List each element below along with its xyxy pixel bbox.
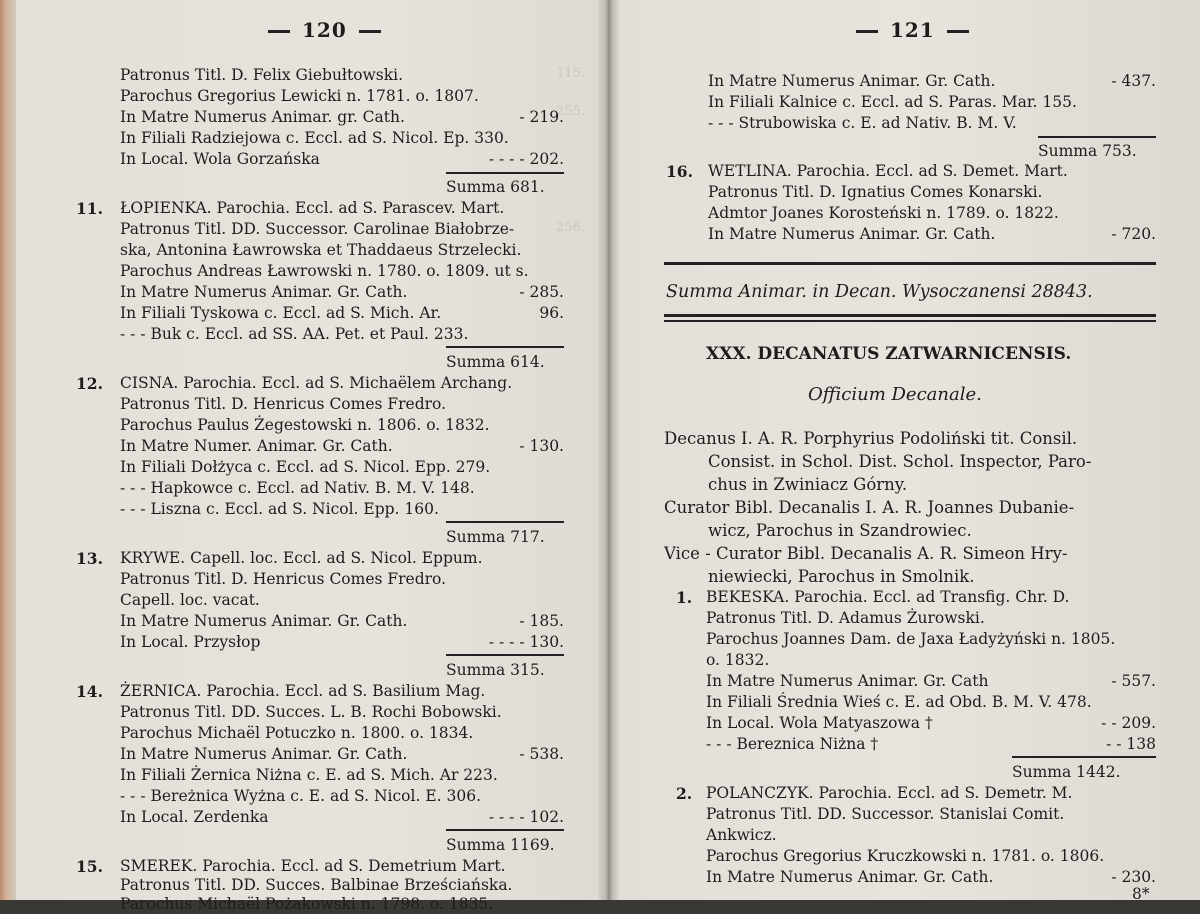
book-edge bbox=[0, 0, 16, 900]
entry-value: - 130. bbox=[519, 437, 564, 455]
summa-rule bbox=[446, 172, 564, 174]
entry-line: Patronus Titl. DD. Succes. L. B. Rochi Bobowski. bbox=[120, 703, 502, 721]
summa-decanatus: Summa Animar. in Decan. Wysoczanensi 28843. bbox=[666, 282, 1093, 302]
summa-line: Summa 681. bbox=[446, 178, 545, 196]
entry-number: 11. bbox=[76, 199, 103, 218]
summa-line: Summa 1442. bbox=[1012, 763, 1121, 781]
summa-line: Summa 717. bbox=[446, 528, 545, 546]
entry-line: In Filiali Średnia Wieś c. E. ad Obd. B. M. V. 478. bbox=[706, 693, 1092, 711]
entry-line: CISNA. Parochia. Eccl. ad S. Michaëlem Archang. bbox=[120, 374, 513, 392]
entry-line: In Matre Numerus Animar. Gr. Cath. bbox=[120, 745, 408, 763]
entry-line: In Matre Numerus Animar. Gr. Cath. bbox=[706, 868, 994, 886]
summa-line: Summa 614. bbox=[446, 353, 545, 371]
entry-value: - - - - 130. bbox=[488, 633, 564, 651]
entry-line: In Local. Wola Gorzańska bbox=[120, 150, 320, 168]
entry-line: - - - Bereznica Niżna † bbox=[706, 735, 879, 753]
entry-line: Admtor Joanes Korosteński n. 1789. o. 1822. bbox=[708, 204, 1059, 222]
right-page-number bbox=[844, 18, 981, 42]
official-line: Vice - Curator Bibl. Decanalis A. R. Simeon Hry- bbox=[664, 544, 1068, 563]
officium-heading: Officium Decanale. bbox=[808, 384, 982, 405]
summa-rule bbox=[446, 654, 564, 656]
entry-line: In Filiali Radziejowa c. Eccl. ad S. Nicol. Ep. 330. bbox=[120, 129, 509, 147]
entry-value: - 219. bbox=[519, 108, 564, 126]
entry-line: 8* bbox=[1132, 885, 1150, 903]
summa-rule bbox=[446, 346, 564, 348]
entry-line: In Matre Numerus Animar. Gr. Cath. bbox=[120, 612, 408, 630]
official-line: wicz, Parochus in Szandrowiec. bbox=[708, 521, 972, 540]
official-line: niewiecki, Parochus in Smolnik. bbox=[708, 567, 975, 586]
entry-line: In Matre Numerus Animar. Gr. Cath. bbox=[120, 283, 408, 301]
entry-value: - 185. bbox=[519, 612, 564, 630]
entry-number: 13. bbox=[76, 549, 103, 568]
entry-number: 1. bbox=[676, 588, 693, 607]
entry-line: Parochus Gregorius Lewicki n. 1781. o. 1807. bbox=[120, 87, 479, 105]
entry-line: Parochus Michaël Pożakowski n. 1798. o. 1835. bbox=[120, 895, 494, 913]
entry-value: - 557. bbox=[1111, 672, 1156, 690]
entry-value: - - - - 202. bbox=[488, 150, 564, 168]
summa-rule bbox=[446, 521, 564, 523]
entry-line: Patronus Titl. DD. Successor. Carolinae Białobrze- bbox=[120, 220, 515, 238]
entry-line: Parochus Michaël Potuczko n. 1800. o. 1834. bbox=[120, 724, 474, 742]
entry-line: Patronus Titl. D. Henricus Comes Fredro. bbox=[120, 395, 447, 413]
entry-line: POLANCZYK. Parochia. Eccl. ad S. Demetr. M. bbox=[706, 784, 1073, 802]
entry-line: In Filiali Dołżyca c. Eccl. ad S. Nicol. Epp. 279. bbox=[120, 458, 491, 476]
entry-number: 16. bbox=[666, 162, 693, 181]
entry-number: 12. bbox=[76, 374, 103, 393]
entry-line: Parochus Joannes Dam. de Jaxa Ładyżyński n. 1805. bbox=[706, 630, 1116, 648]
entry-line: In Filiali Żernica Niżna c. E. ad S. Mich. Ar 223. bbox=[120, 766, 498, 784]
entry-number: 14. bbox=[76, 682, 103, 701]
entry-value: 96. bbox=[539, 304, 564, 322]
left-page: 120 115. 255. 256. Patronus Titl. D. Felix Giebułtowski. Parochus Gregorius Lewicki n. 1781. o. 1807. In Matre Numerus Animar. gr. Cath. - 219. In Filiali Radziejowa c. Eccl. ad S. Nicol. Ep. 330. In Local. Wola Gorzańska - - - - 202. Summa 681. 11. ŁOPIENKA. Parochia. Eccl. ad S. Parascev. Mart. Patronus Titl. DD. Successor. Carolinae Białobrze- ska, Antonina Ławrowska et Thaddaeus Strzelecki. Parochus Andreas Ławrowski n. 1780. o. 1809. ut s. In Matre Numerus Animar. Gr. Cath. - 285. In Filiali Tyskowa c. Eccl. ad S. Mich. Ar. 96. - - - Buk c. Eccl. ad SS. AA. Pet. et Paul. 233. Summa 614. 12. CISNA. Parochia. Eccl. ad S. Michaëlem Archang. Patronus Titl. D. Henricus Comes Fredro. Parochus Paulus Żegestowski n. 1806. o. 1832. In Matre Numer. Animar. Gr. Cath. - 130. In Filiali Dołżyca c. Eccl. ad S. Nicol. Epp. 279. - - - Hapkowce c. Eccl. ad Nativ. B. M. V. 148. - - - Liszna c. Eccl. ad S. Nicol. Epp. 160. Summa 717. 13. KRYWE. Capell. loc. Eccl. ad S. Nicol. Eppum. Patronus Titl. D. Henricus Comes Fredro. Capell. loc. vacat. In Matre Numerus Animar. Gr. Cath. - 185. In Local. Przysłop - - - - 130. Summa 315. 14. ŻERNICA. Parochia. Eccl. ad S. Basilium Mag. Patronus Titl. DD. Succes. L. B. Rochi Bobowski. Parochus Michaël Potuczko n. 1800. o. 1834. In Matre Numerus Animar. Gr. Cath. - 538. In Filiali Żernica Niżna c. E. ad S. Mich. Ar 223. - - - Bereżnica Wyżna c. E. ad S. Nicol. E. 306. In Local. Zerdenka - - - - 102. Summa 1169. 15. SMEREK. Parochia. Eccl. ad S. Demetrium Mart. Patronus Titl. DD. Succes. Balbinae Brześciańska. Parochus Michaël Pożakowski n. 1798. o. 1835. bbox=[16, 0, 598, 900]
entry-line: Capell. loc. vacat. bbox=[120, 591, 260, 609]
entry-value: - 538. bbox=[519, 745, 564, 763]
section-rule bbox=[664, 320, 1156, 322]
summa-line: Summa 315. bbox=[446, 661, 545, 679]
entry-line: Parochus Gregorius Kruczkowski n. 1781. o. 1806. bbox=[706, 847, 1105, 865]
page-number-text: 120 bbox=[302, 18, 347, 42]
entry-line: Patronus Titl. D. Felix Giebułtowski. bbox=[120, 66, 404, 84]
entry-line: ŁOPIENKA. Parochia. Eccl. ad S. Parascev. Mart. bbox=[120, 199, 505, 217]
page-number-text: 121 bbox=[890, 18, 935, 42]
section-rule bbox=[664, 314, 1156, 317]
entry-line: SMEREK. Parochia. Eccl. ad S. Demetrium Mart. bbox=[120, 857, 506, 875]
official-line: Curator Bibl. Decanalis I. A. R. Joannes Dubanie- bbox=[664, 498, 1075, 517]
entry-line: ŻERNICA. Parochia. Eccl. ad S. Basilium Mag. bbox=[120, 682, 486, 700]
entry-line: Parochus Paulus Żegestowski n. 1806. o. 1832. bbox=[120, 416, 490, 434]
entry-line: ska, Antonina Ławrowska et Thaddaeus Strzelecki. bbox=[120, 241, 522, 259]
entry-line: In Filiali Tyskowa c. Eccl. ad S. Mich. Ar. bbox=[120, 304, 442, 322]
entry-line: In Local. Wola Matyaszowa † bbox=[706, 714, 933, 732]
entry-line: In Filiali Kalnice c. Eccl. ad S. Paras. Mar. 155. bbox=[708, 93, 1077, 111]
right-page bbox=[620, 0, 1200, 903]
entry-line: - - - Liszna c. Eccl. ad S. Nicol. Epp. 160. bbox=[120, 500, 439, 518]
entry-value: - - - - 102. bbox=[488, 808, 564, 826]
entry-value: - 230. bbox=[1111, 868, 1156, 886]
entry-line: KRYWE. Capell. loc. Eccl. ad S. Nicol. Eppum. bbox=[120, 549, 483, 567]
entry-value: - - 138 bbox=[1106, 735, 1156, 753]
official-line: Consist. in Schol. Dist. Schol. Inspector, Paro- bbox=[708, 452, 1092, 471]
official-line: Decanus I. A. R. Porphyrius Podoliński tit. Consil. bbox=[664, 429, 1078, 448]
entry-line: BEKESKA. Parochia. Eccl. ad Transfig. Chr. D. bbox=[706, 588, 1070, 606]
summa-rule bbox=[1038, 136, 1156, 138]
decanatus-heading: XXX. DECANATUS ZATWARNICENSIS. bbox=[706, 344, 1072, 364]
summa-rule bbox=[1012, 756, 1156, 758]
entry-number: 15. bbox=[76, 857, 103, 876]
entry-value: - - 209. bbox=[1101, 714, 1156, 732]
entry-number: 2. bbox=[676, 784, 693, 803]
left-page-number bbox=[256, 18, 393, 42]
entry-line: Patronus Titl. D. Adamus Żurowski. bbox=[706, 609, 985, 627]
entry-line: In Matre Numerus Animar. Gr. Cath bbox=[706, 672, 989, 690]
entry-line: Ankwicz. bbox=[706, 826, 777, 844]
summa-rule bbox=[446, 829, 564, 831]
section-rule bbox=[664, 262, 1156, 265]
entry-line: Patronus Titl. DD. Succes. Balbinae Brześciańska. bbox=[120, 876, 513, 894]
entry-line: In Matre Numerus Animar. gr. Cath. bbox=[120, 108, 405, 126]
entry-line: In Local. Zerdenka bbox=[120, 808, 269, 826]
entry-value: - 720. bbox=[1111, 225, 1156, 243]
entry-line: In Matre Numerus Animar. Gr. Cath. bbox=[708, 225, 996, 243]
book-gutter bbox=[598, 0, 620, 900]
summa-line: Summa 1169. bbox=[446, 836, 555, 854]
summa-line: Summa 753. bbox=[1038, 142, 1137, 160]
entry-line: WETLINA. Parochia. Eccl. ad S. Demet. Mart. bbox=[708, 162, 1068, 180]
entry-line: In Local. Przysłop bbox=[120, 633, 261, 651]
entry-line: In Matre Numerus Animar. Gr. Cath. bbox=[708, 72, 996, 90]
entry-line: Parochus Andreas Ławrowski n. 1780. o. 1809. ut s. bbox=[120, 262, 529, 280]
entry-line: Patronus Titl. D. Henricus Comes Fredro. bbox=[120, 570, 447, 588]
entry-line: Patronus Titl. DD. Successor. Stanislai Comit. bbox=[706, 805, 1065, 823]
entry-line: In Matre Numer. Animar. Gr. Cath. bbox=[120, 437, 393, 455]
entry-value: - 437. bbox=[1111, 72, 1156, 90]
entry-line: - - - Hapkowce c. Eccl. ad Nativ. B. M. V. 148. bbox=[120, 479, 475, 497]
entry-line: - - - Strubowiska c. E. ad Nativ. B. M. V. bbox=[708, 114, 1017, 132]
official-line: chus in Zwiniacz Górny. bbox=[708, 475, 908, 494]
entry-line: Patronus Titl. D. Ignatius Comes Konarski. bbox=[708, 183, 1043, 201]
entry-line: - - - Buk c. Eccl. ad SS. AA. Pet. et Paul. 233. bbox=[120, 325, 469, 343]
entry-line: - - - Bereżnica Wyżna c. E. ad S. Nicol. E. 306. bbox=[120, 787, 481, 805]
entry-line: o. 1832. bbox=[706, 651, 770, 669]
entry-value: - 285. bbox=[519, 283, 564, 301]
